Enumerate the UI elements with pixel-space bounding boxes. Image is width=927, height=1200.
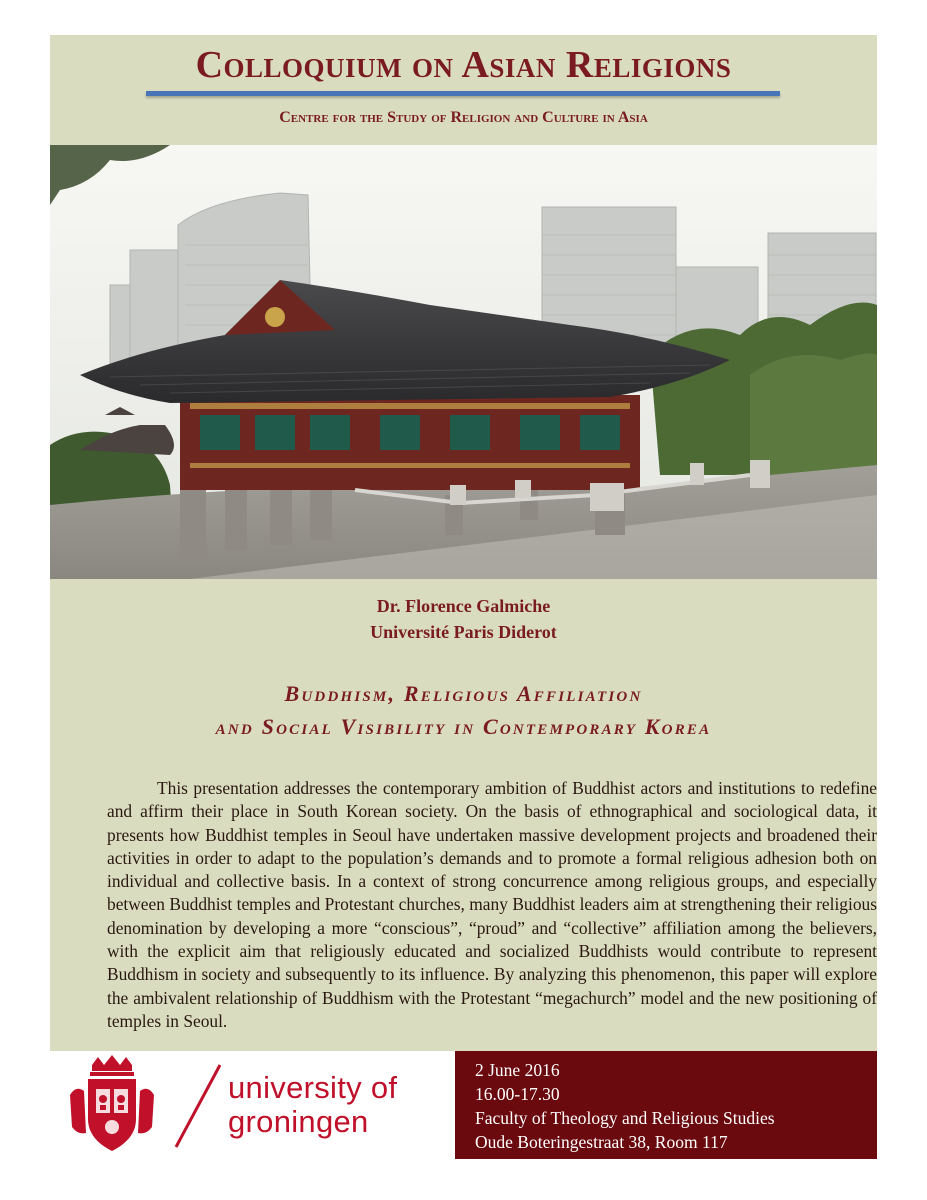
speaker-block bbox=[50, 593, 877, 645]
centre-name: Centre for the Study of Religion and Culture in Asia bbox=[279, 109, 648, 126]
university-name-line1: university of bbox=[228, 1070, 398, 1105]
title-divider bbox=[146, 91, 780, 96]
university-name-line2: groningen bbox=[228, 1104, 369, 1139]
event-details bbox=[455, 1051, 877, 1159]
page-title: Colloquium on Asian Religions bbox=[195, 44, 732, 86]
poster bbox=[50, 35, 877, 1159]
event-venue: Faculty of Theology and Religious Studies bbox=[475, 1108, 775, 1128]
speaker-name: Dr. Florence Galmiche bbox=[376, 596, 551, 616]
university-crest-icon bbox=[62, 1055, 162, 1155]
divider-slash bbox=[168, 1061, 228, 1151]
event-address: Oude Boteringestraat 38, Room 117 bbox=[475, 1132, 728, 1152]
temple-photo bbox=[50, 145, 877, 579]
university-logo-area bbox=[50, 1051, 455, 1159]
speaker-affiliation: Université Paris Diderot bbox=[370, 622, 557, 642]
event-date: 2 June 2016 bbox=[475, 1060, 560, 1080]
talk-title bbox=[50, 677, 877, 743]
abstract-text: This presentation addresses the contemporary ambition of Buddhist actors and institutions to redefine and affirm their place in South Korean society. On the basis of ethnographical and sociological data, it presents how Buddhist temples in Seoul have undertaken massive development projects and broadened their activities in order to adapt to the population’s demands and to promote a formal religious adhesion both on individual and collective basis. In a context of strong concurrence among religious groups, and especially between Buddhist temples and Protestant churches, many Buddhist leaders aim at strengthening their religious denomination by developing a more “conscious”, “proud” and “collective” affiliation among the believers, with the explicit aim that religiously educated and socialized Buddhists would contribute to represent Buddhism in society and subsequently to its influence. By analyzing this phenomenon, this paper will explore the ambivalent relationship of Buddhism with the Protestant “megachurch” model and the new positioning of temples in Seoul. bbox=[107, 778, 877, 1031]
talk-title-line1: Buddhism, Religious Affiliation bbox=[284, 681, 643, 706]
event-time: 16.00-17.30 bbox=[475, 1084, 560, 1104]
talk-title-line2: and Social Visibility in Contemporary Korea bbox=[215, 714, 712, 739]
